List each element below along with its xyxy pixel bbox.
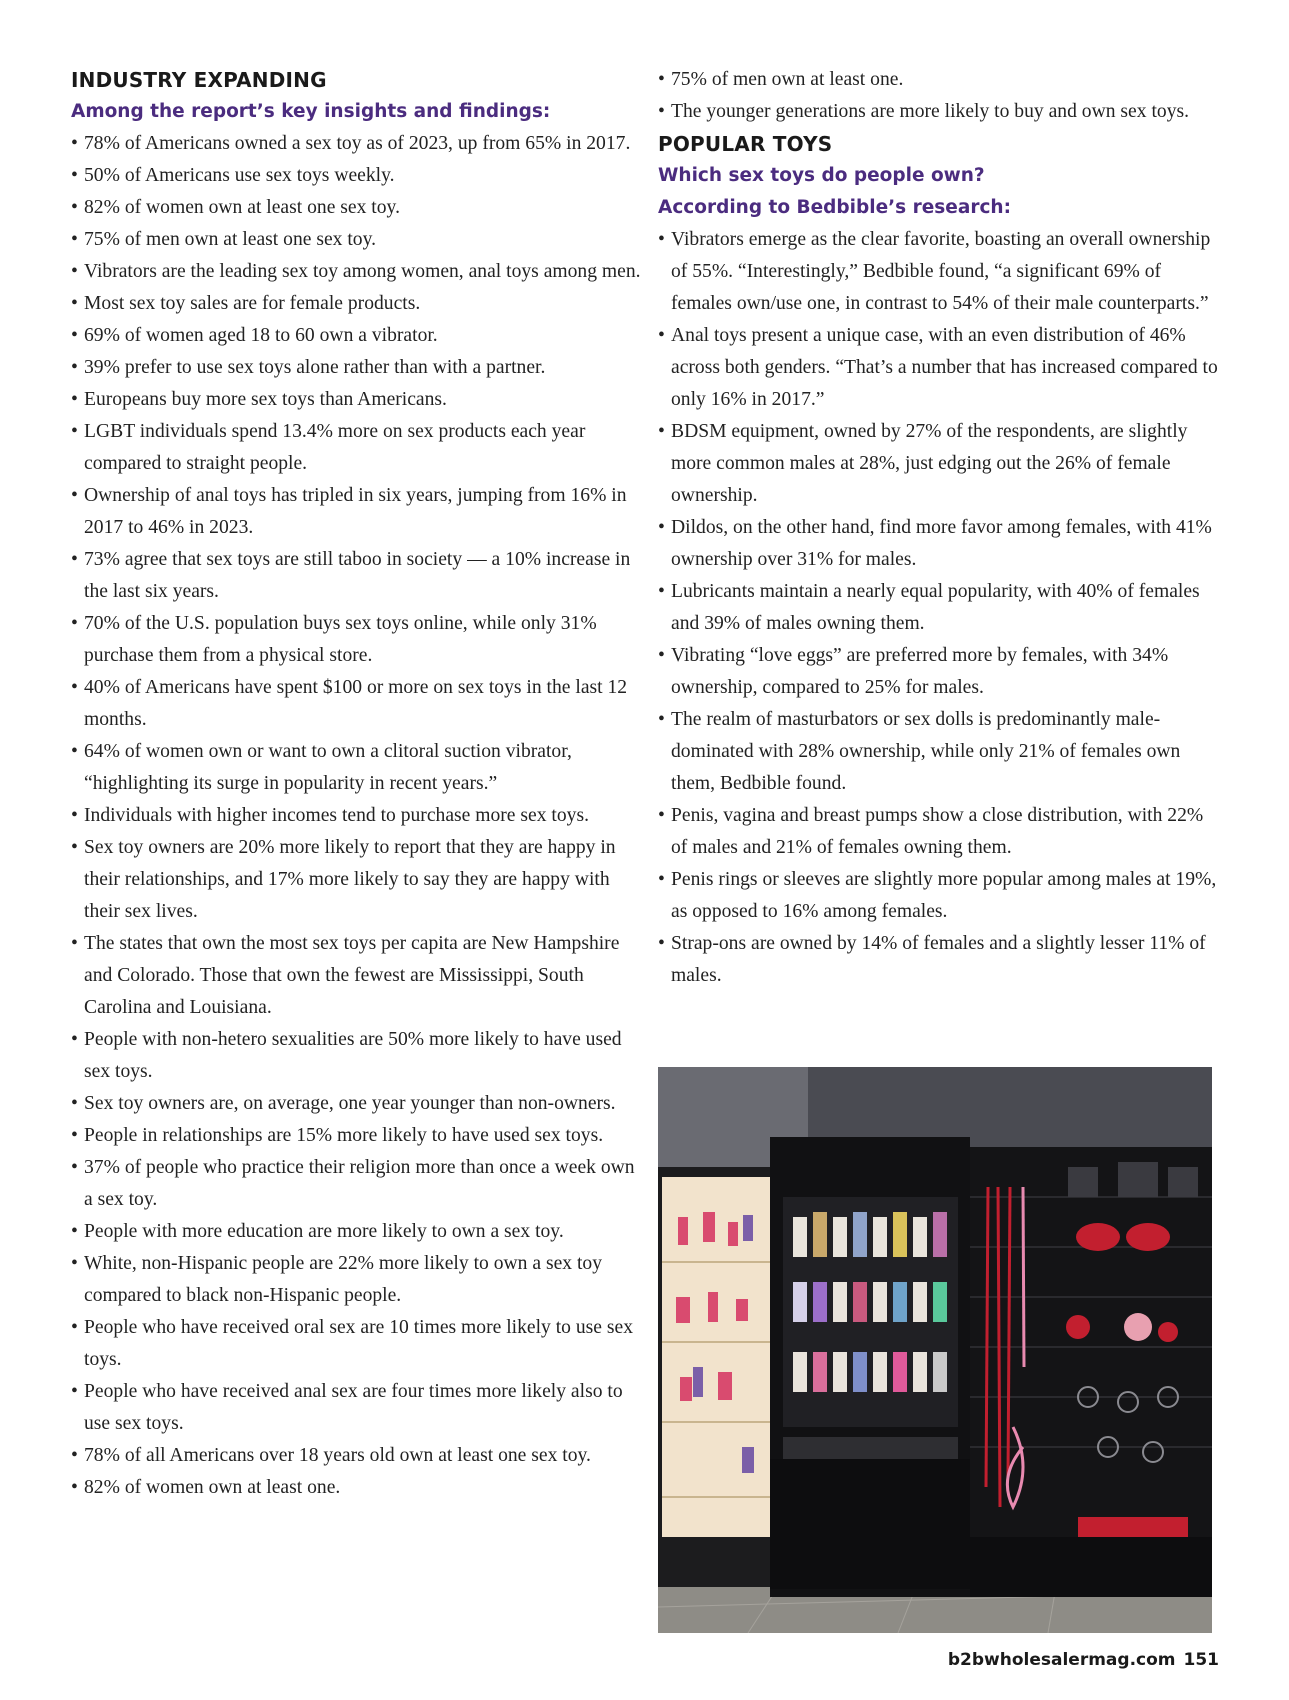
list-item: • Europeans buy more sex toys than Americans. [71, 384, 641, 416]
insights-list [71, 128, 641, 1504]
left-column [71, 64, 641, 1504]
section-heading-industry: INDUSTRY EXPANDING [71, 68, 327, 92]
list-item: • 70% of the U.S. population buys sex toys online, while only 31% purchase them from a physical store. [71, 608, 641, 672]
list-item: • BDSM equipment, owned by 27% of the respondents, are slightly more common males at 28%, just edging out the 26% of female ownership. [658, 416, 1218, 512]
list-item: • Lubricants maintain a nearly equal popularity, with 40% of females and 39% of males owning them. [658, 576, 1218, 640]
list-item: • Individuals with higher incomes tend to purchase more sex toys. [71, 800, 641, 832]
list-item: • People in relationships are 15% more likely to have used sex toys. [71, 1120, 641, 1152]
section-subheading-source: According to Bedbible’s research: [658, 197, 1011, 218]
list-item: • 64% of women own or want to own a clitoral suction vibrator, “highlighting its surge in popularity in recent years.” [71, 736, 641, 800]
list-item: • 75% of men own at least one sex toy. [71, 224, 641, 256]
list-item: • Most sex toy sales are for female products. [71, 288, 641, 320]
list-item: • Anal toys present a unique case, with an even distribution of 46% across both genders. “That’s a number that has increased compared to only 16% in 2017.” [658, 320, 1218, 416]
list-item: • 78% of Americans owned a sex toy as of 2023, up from 65% in 2017. [71, 128, 641, 160]
list-item: • Sex toy owners are, on average, one year younger than non-owners. [71, 1088, 641, 1120]
list-item: • 37% of people who practice their religion more than once a week own a sex toy. [71, 1152, 641, 1216]
popular-toys-list [658, 224, 1218, 992]
section-heading-popular-toys: POPULAR TOYS [658, 132, 833, 156]
list-item: • People with non-hetero sexualities are 50% more likely to have used sex toys. [71, 1024, 641, 1088]
section-subheading-question: Which sex toys do people own? [658, 165, 985, 186]
page-footer [948, 1650, 1219, 1670]
list-item: • 82% of women own at least one sex toy. [71, 192, 641, 224]
list-item: • The states that own the most sex toys per capita are New Hampshire and Colorado. Those that own the fewest are Mississippi, South Carolina and Louisiana. [71, 928, 641, 1024]
continued-list [658, 64, 1218, 128]
list-item: • Vibrators emerge as the clear favorite, boasting an overall ownership of 55%. “Interestingly,” Bedbible found, “a significant 69% of females own/use one, in contrast to 54% of their male counterparts.” [658, 224, 1218, 320]
list-item: • 73% agree that sex toys are still taboo in society — a 10% increase in the last six years. [71, 544, 641, 608]
right-column [658, 64, 1218, 992]
list-item: • People who have received oral sex are 10 times more likely to use sex toys. [71, 1312, 641, 1376]
section-subheading-insights: Among the report’s key insights and findings: [71, 101, 551, 122]
list-item: • The younger generations are more likely to buy and own sex toys. [658, 96, 1218, 128]
list-item: • 82% of women own at least one. [71, 1472, 641, 1504]
list-item: • 69% of women aged 18 to 60 own a vibrator. [71, 320, 641, 352]
list-item: • 75% of men own at least one. [658, 64, 1218, 96]
list-item: • Vibrators are the leading sex toy among women, anal toys among men. [71, 256, 641, 288]
list-item: • Ownership of anal toys has tripled in six years, jumping from 16% in 2017 to 46% in 2023. [71, 480, 641, 544]
list-item: • People with more education are more likely to own a sex toy. [71, 1216, 641, 1248]
list-item: • 50% of Americans use sex toys weekly. [71, 160, 641, 192]
list-item: • Strap-ons are owned by 14% of females and a slightly lesser 11% of males. [658, 928, 1218, 992]
list-item: • Vibrating “love eggs” are preferred more by females, with 34% ownership, compared to 25% for males. [658, 640, 1218, 704]
list-item: • Penis, vagina and breast pumps show a close distribution, with 22% of males and 21% of females owning them. [658, 800, 1218, 864]
list-item: • 78% of all Americans over 18 years old own at least one sex toy. [71, 1440, 641, 1472]
footer-site: b2bwholesalermag.com [947, 1650, 1176, 1670]
list-item: • People who have received anal sex are four times more likely also to use sex toys. [71, 1376, 641, 1440]
list-item: • The realm of masturbators or sex dolls is predominantly male-dominated with 28% ownership, while only 21% of females own them, Bedbible found. [658, 704, 1218, 800]
list-item: • LGBT individuals spend 13.4% more on sex products each year compared to straight people. [71, 416, 641, 480]
page-number: 151 [1183, 1650, 1219, 1670]
list-item: • 40% of Americans have spent $100 or more on sex toys in the last 12 months. [71, 672, 641, 736]
list-item: • Dildos, on the other hand, find more favor among females, with 41% ownership over 31% for males. [658, 512, 1218, 576]
list-item: • Penis rings or sleeves are slightly more popular among males at 19%, as opposed to 16% among females. [658, 864, 1218, 928]
list-item: • 39% prefer to use sex toys alone rather than with a partner. [71, 352, 641, 384]
list-item: • Sex toy owners are 20% more likely to report that they are happy in their relationships, and 17% more likely to say they are happy with their sex lives. [71, 832, 641, 928]
list-item: • White, non-Hispanic people are 22% more likely to own a sex toy compared to black non-Hispanic people. [71, 1248, 641, 1312]
store-display-illustration [658, 1067, 1212, 1633]
store-display-photo [658, 1067, 1212, 1633]
